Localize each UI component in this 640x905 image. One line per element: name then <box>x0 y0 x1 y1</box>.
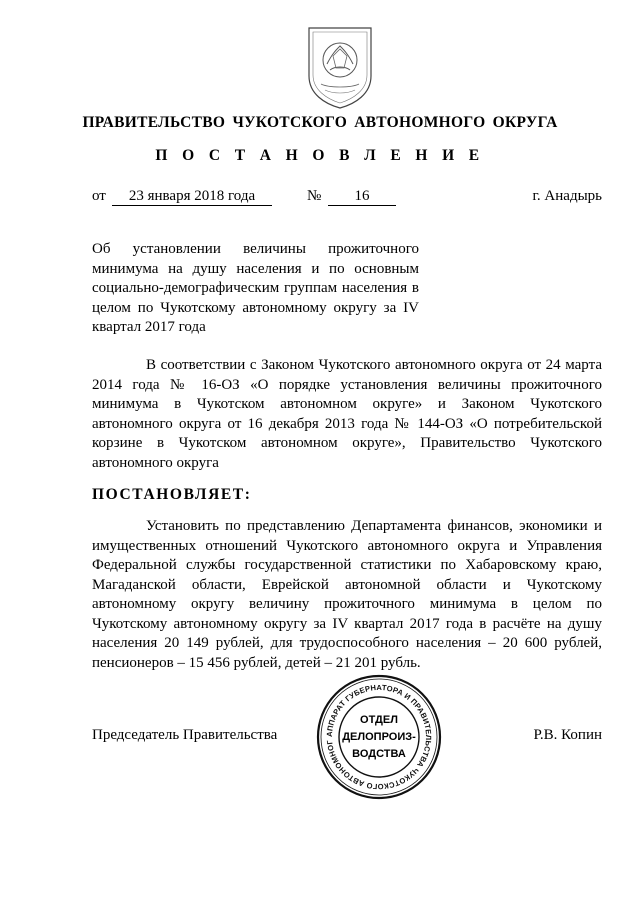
stamp-center-text <box>338 712 420 763</box>
document-meta-row <box>92 188 602 210</box>
signer-name: Р.В. Копин <box>533 727 602 743</box>
signer-position: Председатель Правительства <box>92 727 278 743</box>
organization-title: ПРАВИТЕЛЬСТВО ЧУКОТСКОГО АВТОНОМНОГО ОКРУГА <box>82 114 558 131</box>
date-prefix: от <box>92 188 106 204</box>
document-type-title: П О С Т А Н О В Л Е Н И Е <box>155 147 485 164</box>
stamp-ring-text: АППАРАТ ГУБЕРНАТОРА И ПРАВИТЕЛЬСТВА ЧУКОТСКОГО АВТОНОМНОГ <box>324 682 434 792</box>
stamp-line-3: ВОДСТВА <box>352 748 406 760</box>
resolves-heading: ПОСТАНОВЛЯЕТ: <box>92 486 252 503</box>
number-prefix: № <box>307 188 322 204</box>
official-stamp <box>316 674 442 800</box>
coat-of-arms-icon <box>305 24 375 110</box>
document-city: г. Анадырь <box>532 188 602 204</box>
stamp-line-2: ДЕЛОПРОИЗ- <box>342 731 416 743</box>
preamble-paragraph: В соответствии с Законом Чукотского автономного округа от 24 марта 2014 года № 16-ОЗ «О порядке установления величины прожиточного минимума в Чукотском автономном округе» и Законом Чукотского автономного округа от 16 декабря 2013 года № 144-ОЗ «О потребительской корзине в Чукотском автономном округе», Правительство Чукотского автономного округа <box>92 357 602 471</box>
document-number: 16 <box>328 188 396 206</box>
stamp-line-1: ОТДЕЛ <box>360 714 398 726</box>
document-date: 23 января 2018 года <box>112 188 272 206</box>
document-subject: Об установлении величины прожиточного минимума на душу населения и по основным социально-демографическим группам населения в целом по Чукотскому автономному округу за IV квартал 2017 года <box>92 241 419 335</box>
decision-paragraph: Установить по представлению Департамента финансов, экономики и имущественных отношений Чукотского автономного округа и Управления Федеральной службы государственной статистики по Хабаровскому краю, Магаданской области, Еврейской автономной области и Чукотскому автономному округу величину прожиточного минимума в целом по Чукотскому автономному округу за IV квартал 2017 года в расчёте на душу населения 20 149 рублей, для трудоспособного населения – 20 600 рублей, пенсионеров – 15 456 рублей, детей – 21 201 рубль. <box>92 518 602 671</box>
